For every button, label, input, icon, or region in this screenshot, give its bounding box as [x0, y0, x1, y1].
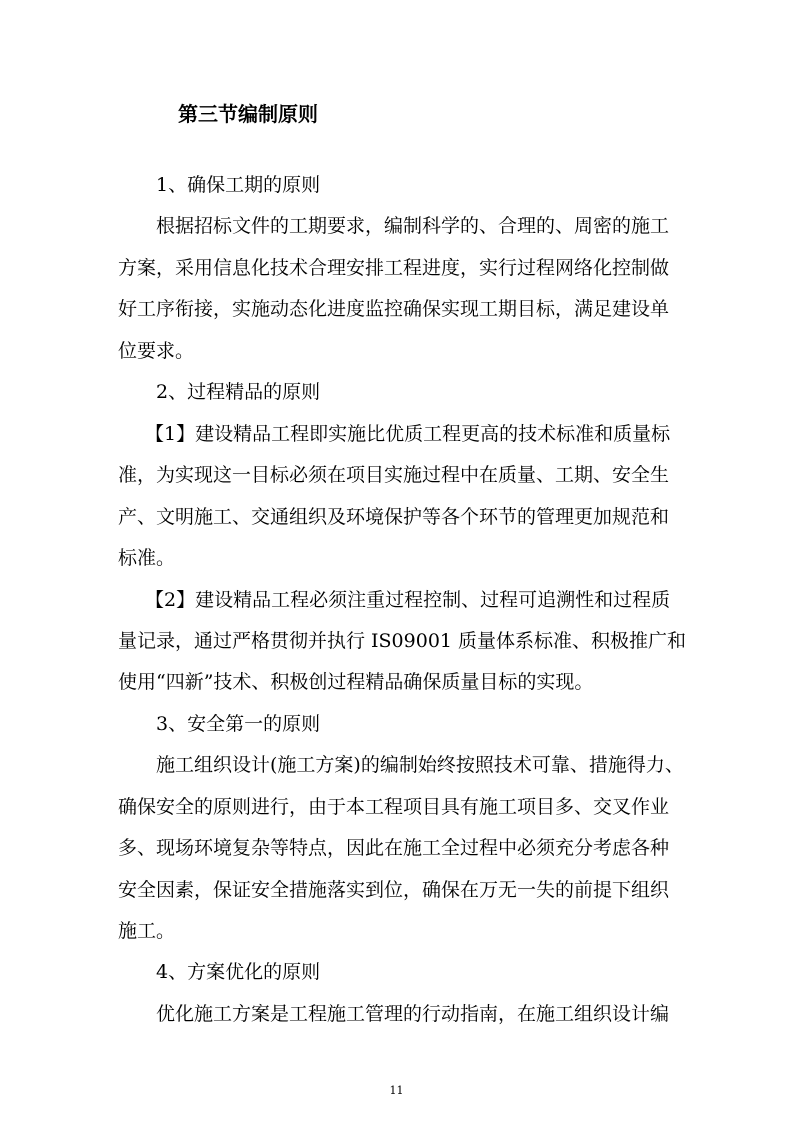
page-title: 第三节编制原则 — [178, 102, 318, 126]
section-heading: 4、方案优化的原则 — [156, 961, 321, 983]
paragraph-line: 准，为实现这一目标必须在项目实施过程中在质量、工期、安全生 — [118, 464, 670, 486]
paragraph-line: 确保安全的原则进行，由于本工程项目具有施工项目多、交叉作业 — [118, 796, 670, 818]
paragraph-line: 【1】建设精品工程即实施比优质工程更高的技术标准和质量标 — [145, 423, 671, 445]
section-heading: 3、安全第一的原则 — [156, 713, 321, 735]
paragraph-line: 安全因素，保证安全措施落实到位，确保在万无一失的前提下组织 — [118, 879, 670, 901]
paragraph-line: 量记录，通过严格贯彻并执行 IS09001 质量体系标准、积极推广和 — [118, 630, 687, 652]
paragraph-line: 标准。 — [118, 547, 176, 569]
paragraph-line: 【2】建设精品工程必须注重过程控制、过程可追溯性和过程质 — [145, 589, 671, 611]
paragraph-line: 施工。 — [118, 920, 176, 942]
page-number: 11 — [389, 1084, 404, 1097]
paragraph-line: 位要求。 — [118, 340, 195, 362]
section-heading: 2、过程精品的原则 — [156, 381, 321, 403]
paragraph-line: 多、现场环境复杂等特点，因此在施工全过程中必须充分考虑各种 — [118, 837, 670, 859]
paragraph-line: 产、文明施工、交通组织及环境保护等各个环节的管理更加规范和 — [118, 506, 670, 528]
paragraph-line: 根据招标文件的工期要求，编制科学的、合理的、周密的施工 — [156, 215, 670, 237]
paragraph-line: 优化施工方案是工程施工管理的行动指南，在施工组织设计编 — [156, 1003, 670, 1025]
paragraph-line: 施工组织设计(施工方案)的编制始终按照技术可靠、措施得力、 — [156, 754, 684, 776]
paragraph-line: 使用“四新”技术、积极创过程精品确保质量目标的实现。 — [118, 671, 594, 693]
section-heading: 1、确保工期的原则 — [156, 174, 321, 196]
paragraph-line: 方案，采用信息化技术合理安排工程进度，实行过程网络化控制做 — [118, 257, 670, 279]
paragraph-line: 好工序衔接，实施动态化进度监控确保实现工期目标，满足建设单 — [118, 298, 670, 320]
